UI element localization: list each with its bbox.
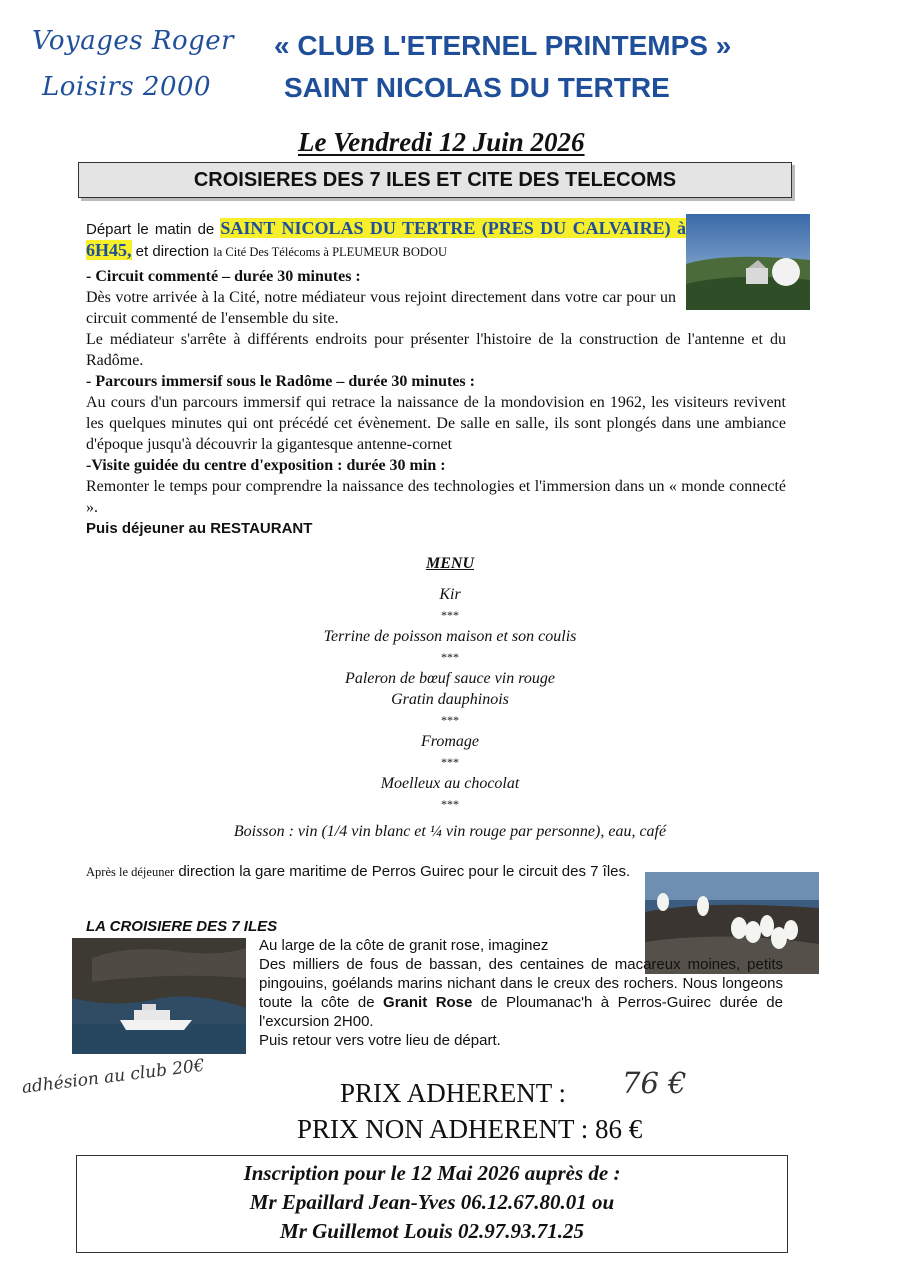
- circuit-title: - Circuit commenté – durée 30 minutes :: [86, 268, 361, 285]
- cruise-text: [259, 936, 783, 1050]
- cruise-granit-rose: Granit Rose: [383, 994, 473, 1011]
- parcours-text: Au cours d'un parcours immersif qui retrace la naissance de la mondovision en 1962, les visiteurs revivent les quelques minutes qui ont précédé cet évènement. De salle en salle, ils sont plongés dans une ambiance d'époque jusqu'à découvrir la gigantesque antenne-cornet: [86, 394, 786, 453]
- event-date: Le Vendredi 12 Juin 2026: [298, 127, 585, 157]
- cruise-return: Puis retour vers votre lieu de départ.: [259, 1032, 501, 1049]
- after-lunch-body: direction la gare maritime de Perros Guirec pour le circuit des 7 îles.: [174, 863, 631, 880]
- parcours-title: - Parcours immersif sous le Radôme – durée 30 minutes :: [86, 373, 475, 390]
- club-location: SAINT NICOLAS DU TERTRE: [284, 72, 670, 103]
- registration-contact-1: Mr Epaillard Jean-Yves 06.12.67.80.01 ou: [249, 1190, 615, 1214]
- price-member-label: PRIX ADHERENT :: [340, 1078, 567, 1108]
- visite-text: Remonter le temps pour comprendre la naissance des technologies et l'immersion dans un « monde connecté ».: [86, 478, 786, 516]
- handwritten-member-price: 76 €: [622, 1066, 687, 1100]
- departure-place: SAINT NICOLAS DU TERTRE (PRES DU CALVAIRE) à 6H45,: [86, 218, 687, 260]
- menu-separator: ***: [441, 797, 459, 811]
- lunch-text: Puis déjeuner au RESTAURANT: [86, 520, 313, 537]
- departure-text: [86, 218, 686, 263]
- cruise-line-3: de Ploumanac'h à Perros-Guirec durée de l'excursion 2H00.: [259, 994, 783, 1030]
- menu-course: Terrine de poisson maison et son coulis: [323, 628, 577, 645]
- menu-separator: ***: [441, 650, 459, 664]
- handwritten-membership-note: adhésion au club 20€: [20, 1055, 206, 1098]
- cruise-line-2-block: [259, 955, 783, 1031]
- visite-title: -Visite guidée du centre d'exposition : durée 30 min :: [86, 457, 446, 474]
- departure-prefix: Départ le matin de: [86, 221, 221, 238]
- circuit-text-2: Le médiateur s'arrête à différents endroits pour présenter l'histoire de la construction de l'antenne et du Radôme.: [86, 331, 786, 369]
- circuit-text-1: Dès votre arrivée à la Cité, notre médiateur vous rejoint directement dans votre car pour un circuit commenté de l'ensemble du site.: [86, 289, 676, 327]
- trip-title-banner: CROISIERES DES 7 ILES ET CITE DES TELECOMS: [78, 162, 792, 198]
- menu-title: MENU: [425, 555, 474, 572]
- price-non-member: PRIX NON ADHERENT : 86 €: [297, 1114, 643, 1144]
- menu-separator: ***: [441, 713, 459, 727]
- after-lunch-text: [86, 862, 642, 882]
- menu-course: Fromage: [420, 733, 480, 750]
- after-lunch-prefix: Après le déjeuner: [86, 865, 175, 879]
- registration-contact-2: Mr Guillemot Louis 02.97.93.71.25: [280, 1219, 584, 1243]
- cruise-title: LA CROISIERE DES 7 ILES: [86, 918, 278, 935]
- departure-mid: et direction: [131, 243, 214, 260]
- menu-block: [180, 553, 720, 815]
- circuit-section: [86, 266, 786, 539]
- menu-course: Gratin dauphinois: [391, 691, 509, 708]
- menu-separator: ***: [441, 608, 459, 622]
- menu-boisson: Boisson : vin (1/4 vin blanc et ¼ vin rouge par personne), eau, café: [233, 823, 667, 840]
- menu-course: Kir: [439, 586, 461, 603]
- menu-separator: ***: [441, 755, 459, 769]
- club-title: « CLUB L'ETERNEL PRINTEMPS »: [274, 30, 732, 61]
- menu-course: Moelleux au chocolat: [380, 775, 520, 792]
- logo-line-1: Voyages Roger: [32, 26, 235, 56]
- logo-line-2: Loisirs 2000: [42, 72, 212, 102]
- registration-deadline: Inscription pour le 12 Mai 2026 auprès de :: [243, 1161, 621, 1185]
- departure-destination: la Cité Des Télécoms à PLEUMEUR BODOU: [213, 245, 447, 259]
- registration-box: [76, 1155, 788, 1253]
- cruise-line-1: Au large de la côte de granit rose, imaginez: [259, 937, 549, 954]
- menu-course: Paleron de bœuf sauce vin rouge: [345, 670, 555, 687]
- cruise-line-2: Des milliers de fous de bassan, des centaines de macareux moines, petits pingouins, goélands marins nichant dans le creux des rochers. Nous longeons toute la côte de: [259, 956, 783, 1011]
- boat-photo: [72, 938, 246, 1054]
